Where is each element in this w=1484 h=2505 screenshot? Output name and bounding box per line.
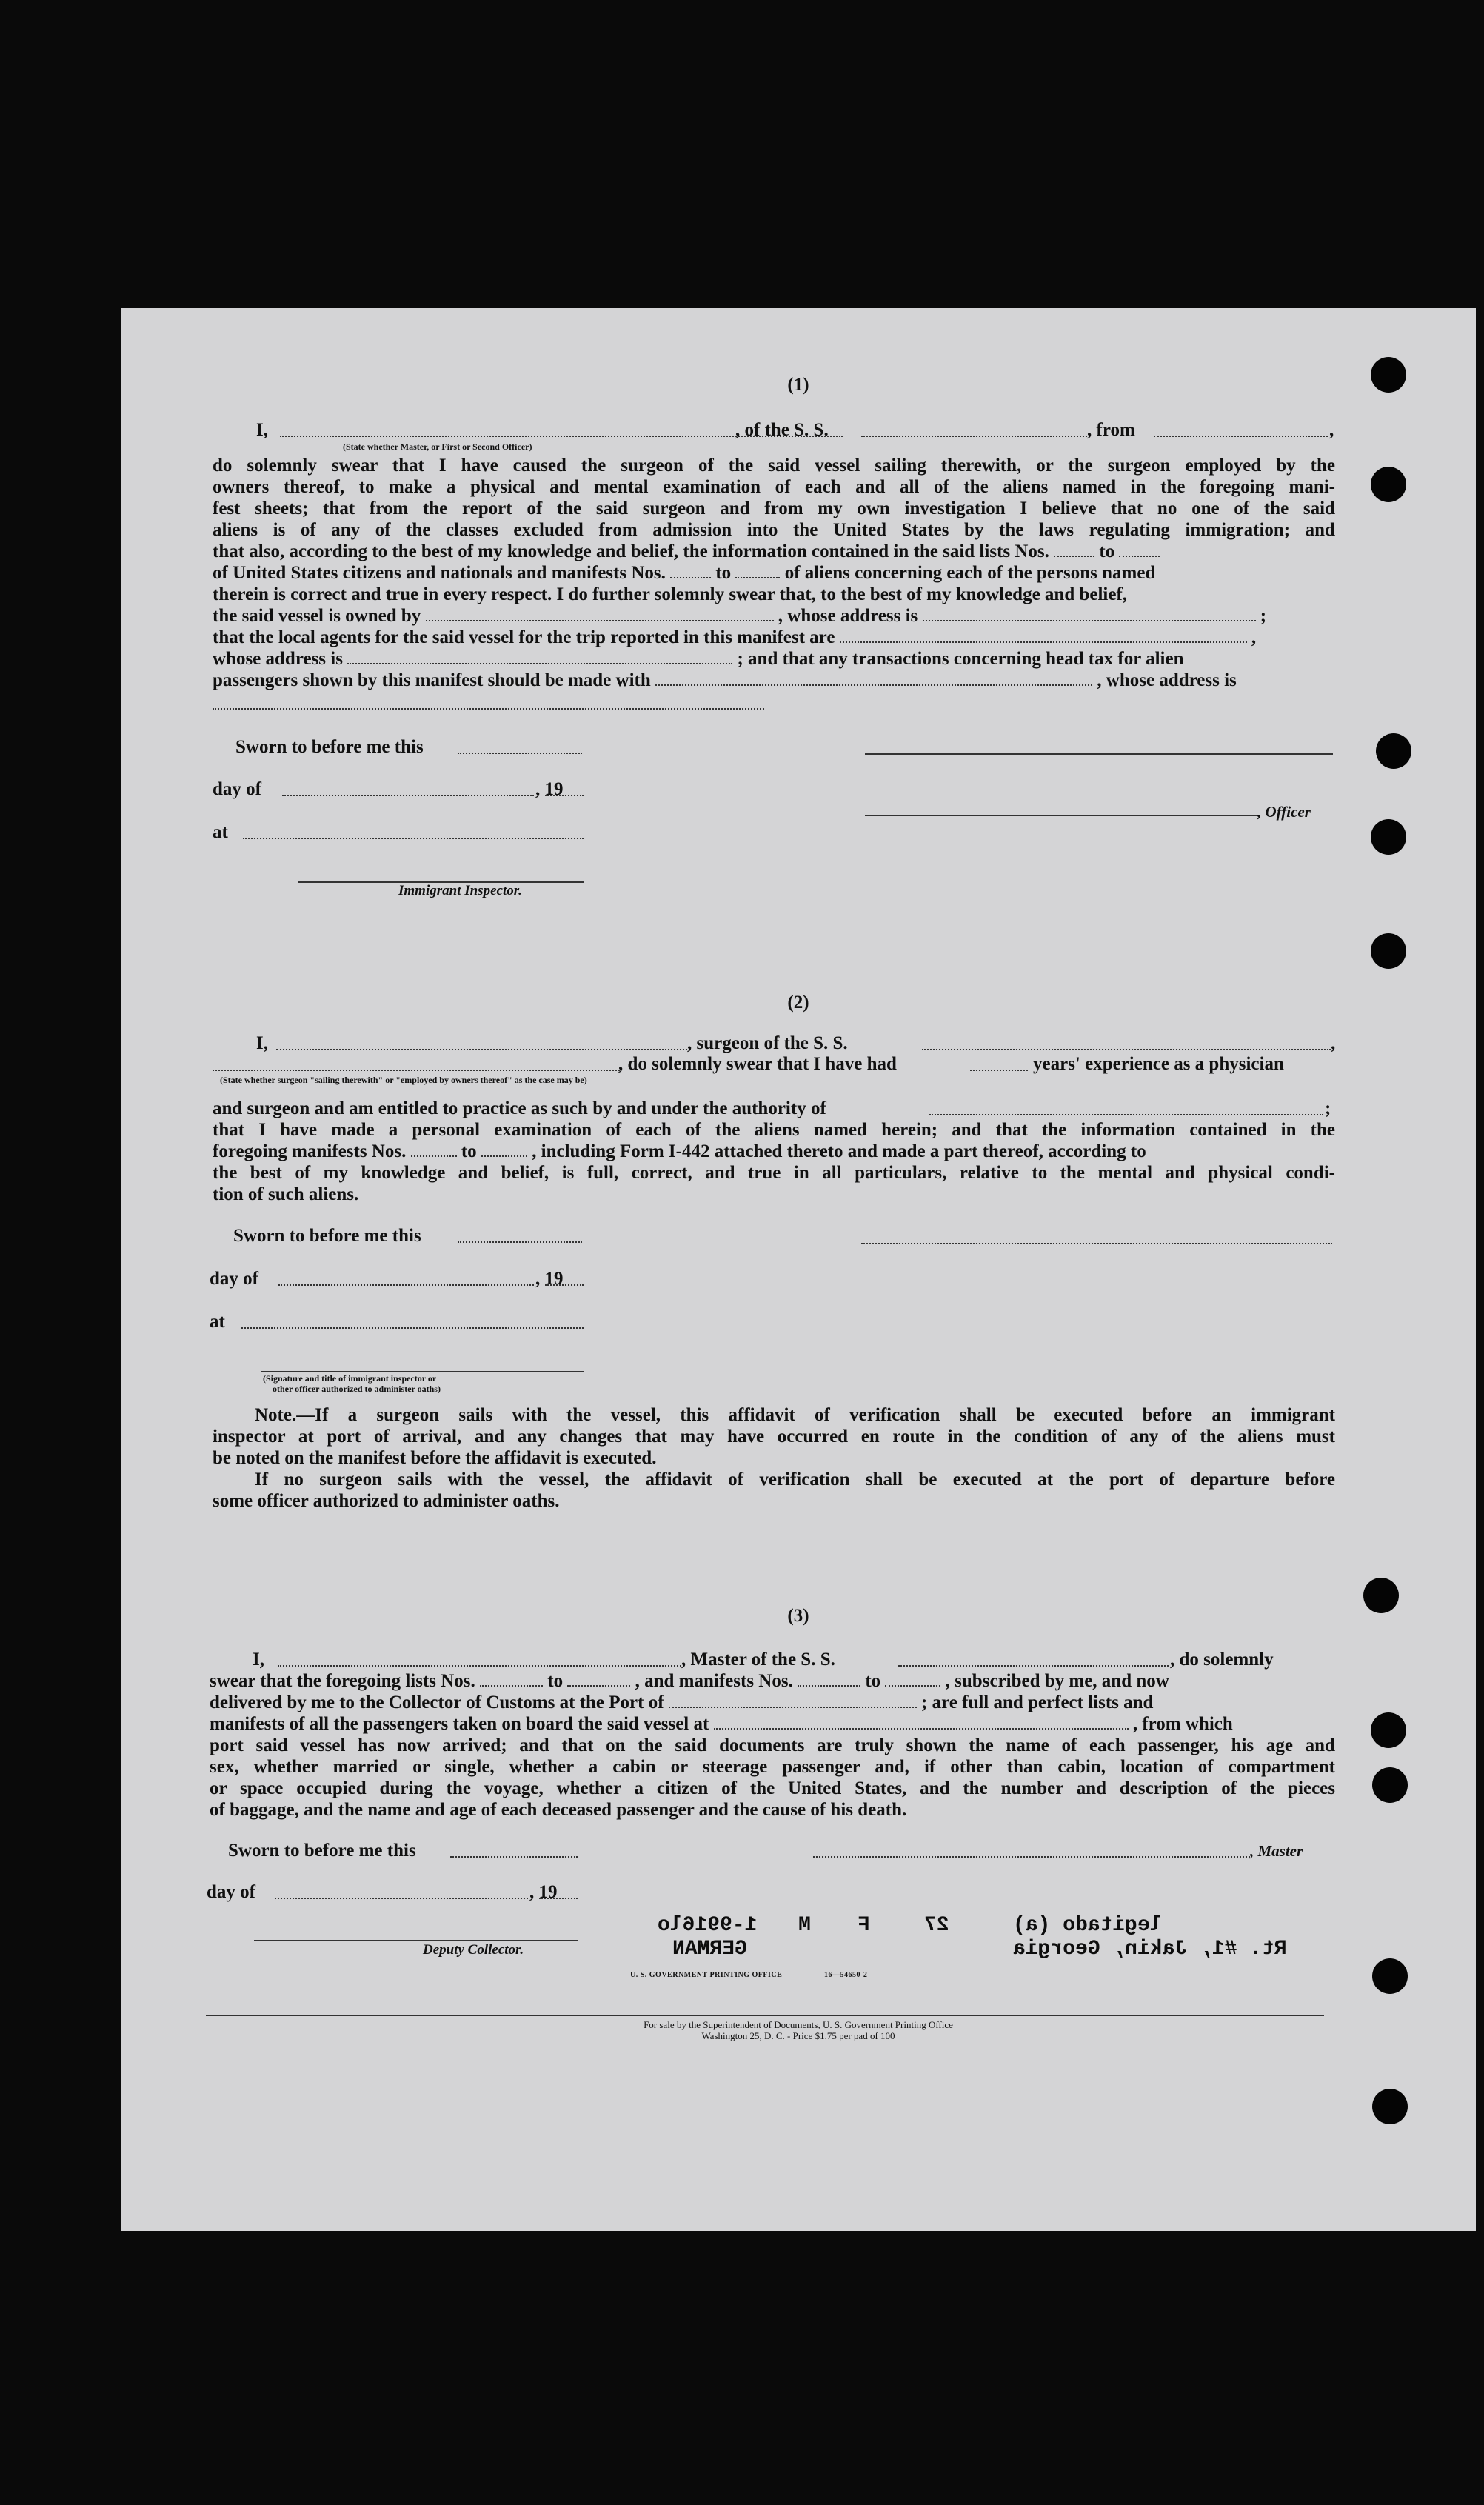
stamp-age: 27 [924,1914,949,1937]
s1-comma: , [1329,420,1334,440]
punch-hole [1371,467,1406,502]
s3-year-label: , 19 [529,1882,558,1902]
s1-line-4: aliens is of any of the classes excluded from admission into the United States by the laws regulating immigration; and [213,520,1335,540]
s1-vessel-field[interactable] [861,436,1087,437]
s2-note-1: Note.—If a surgeon sails with the vessel, this affidavit of verification shall be executed before an immigrant [255,1405,1335,1425]
s2-sworn-day-field[interactable] [458,1241,582,1243]
s1-owner-row [213,605,1266,627]
s1-inspector-label: Immigrant Inspector. [398,883,522,898]
s2-note-2: inspector at port of arrival, and any changes that may have occurred en route in the condition of any of the aliens must [213,1427,1335,1447]
s2-surgeon-name-field[interactable] [276,1049,687,1050]
s1-year-field[interactable] [545,795,584,796]
s1-lists-from-field[interactable] [1054,542,1094,557]
s1-manifests-from-field[interactable] [670,564,711,578]
s3-sworn-label: Sworn to before me this [228,1841,416,1861]
s3-day-of-label: day of [207,1882,255,1902]
s2-vessel-field[interactable] [922,1049,1331,1050]
s1-line-9: that the local agents for the said vessel for the trip reported in this manifest are [213,627,835,647]
s3-master-name-field[interactable] [278,1665,681,1667]
s1-whose-address-label-2: , whose address is [1097,670,1237,690]
s2-to-label: to [461,1141,477,1161]
s1-agents-field[interactable] [840,628,1247,643]
s1-agents-row [213,627,1256,648]
s2-years-text: years' experience as a physician [1033,1054,1284,1074]
s1-agents-address-field[interactable] [347,650,732,664]
s3-do-solemnly-label: , do solemnly [1170,1650,1274,1670]
s2-sworn-label: Sworn to before me this [233,1226,421,1246]
s2-foregoing-label: foregoing manifests Nos. [213,1141,407,1161]
punch-hole [1371,819,1406,855]
s2-exam-text: that I have made a personal examination of each of the aliens named herein; and that the information contained in the [213,1120,1335,1140]
section-1-number: (1) [787,375,809,395]
s3-line-2: delivered by me to the Collector of Customs at the Port of [210,1692,664,1712]
s1-officer-caption: (State whether Master, or First or Second Officer) [343,441,532,452]
s3-line-3: manifests of all the passengers taken on board the said vessel at [210,1714,709,1734]
s2-including-text: , including Form I-442 attached thereto and made a part thereof, according to [532,1141,1146,1161]
s1-i-label: I, [256,420,268,440]
s1-sworn-day-field[interactable] [458,753,582,754]
stamp-address: Rt. #1, Jakin, Georgia [1013,1938,1287,1961]
s1-officer-title-line[interactable] [865,815,1257,816]
s2-surgeon-signature-line[interactable] [861,1243,1332,1244]
s1-officer-signature-line[interactable] [865,753,1333,755]
s2-day-of-label: day of [210,1269,258,1289]
punch-hole [1372,1767,1408,1803]
punch-hole [1371,1712,1406,1748]
s1-owner-address-field[interactable] [923,607,1256,621]
s1-line-3: fest sheets; that from the report of the said surgeon and from my own investigation I believe that no one of the said [213,498,1335,518]
s1-head-tax-text: ; and that any transactions concerning head tax for alien [737,649,1184,669]
s1-to-label: to [1099,541,1115,561]
stamp-nationality: GERMAN [672,1938,747,1961]
s1-manifests-to-field[interactable] [735,564,780,578]
punch-hole [1376,733,1411,769]
s3-oath-text [210,1735,1335,1799]
s2-manifests-to-field[interactable] [481,1142,527,1157]
s3-to-label-2: to [865,1671,881,1691]
s1-officer-label: , Officer [1257,803,1311,821]
s2-inspector-signature-line[interactable] [261,1371,584,1372]
s1-oath-text [213,455,1335,541]
s2-sig-caption-1: (Signature and title of immigrant inspector or [263,1373,437,1384]
manifest-form-sheet [121,308,1476,2231]
s3-day-of-field[interactable] [275,1898,528,1899]
s3-deputy-label: Deputy Collector. [423,1942,524,1958]
s3-sworn-day-field[interactable] [450,1856,578,1858]
s3-line-6: or space occupied during the voyage, whether a citizen of the United States, and the number and description of the pieces [210,1778,1335,1798]
s2-year-field[interactable] [545,1284,584,1286]
footer-line-2: Washington 25, D. C. - Price $1.75 per pad of 100 [701,2030,895,2041]
punch-hole [1372,2089,1408,2124]
s1-day-of-label: day of [213,779,261,799]
s2-note-3: be noted on the manifest before the affidavit is executed. [213,1448,657,1468]
s1-line-10: whose address is [213,649,343,669]
s3-lists-from-field[interactable] [480,1672,543,1687]
footer-rule [206,2015,1324,2016]
s1-line-5: that also, according to the best of my knowledge and belief, the information contained in the said lists Nos. [213,541,1049,561]
s3-line-4: port said vessel has now arrived; and that on the said documents are truly shown the name of each passenger, his age and [210,1735,1335,1755]
gpo-imprint: U. S. GOVERNMENT PRINTING OFFICE [630,1971,783,1979]
s1-line-7: therein is correct and true in every respect. I do further solemnly swear that, to the best of my knowledge and belief, [213,584,1128,604]
s2-note-5: some officer authorized to administer oaths. [213,1491,560,1511]
s1-at-field[interactable] [243,838,584,839]
s1-headtax-row [213,670,1237,691]
s2-authority-text: and surgeon and am entitled to practice as such by and under the authority of [213,1098,826,1118]
s1-address-row [213,648,1184,670]
s2-best-text: the best of my knowledge and belief, is full, correct, and true in all particulars, relative to the mental and physical condi- [213,1163,1335,1183]
s3-year-field[interactable] [539,1898,578,1899]
s2-swear-text: , do solemnly swear that I have had [618,1054,897,1074]
s2-note [213,1404,1335,1447]
s1-of-ss-label: , of the S. S. [735,420,829,440]
s2-foregoing-row [213,1141,1146,1162]
s1-semicolon: ; [1260,606,1267,626]
s3-port-field[interactable] [669,1693,917,1708]
s3-manifests-to-field[interactable] [885,1672,940,1687]
s2-i-label: I, [256,1033,268,1053]
s2-tion-text: tion of such aliens. [213,1184,359,1204]
s1-line-8: the said vessel is owned by [213,606,421,626]
s3-i-label: I, [253,1650,264,1670]
s2-caption: (State whether surgeon "sailing therewith" or "employed by owners thereof" as the case may be) [220,1075,587,1085]
s3-full-lists-text: ; are full and perfect lists and [921,1692,1154,1712]
s1-comma-2: , [1251,627,1257,647]
s2-comma: , [1331,1033,1336,1053]
s3-lists-row [210,1670,1169,1692]
s3-master-of-ss-label: , Master of the S. S. [681,1650,835,1670]
s3-master-signature-line[interactable] [813,1856,1250,1858]
s3-from-which-text: , from which [1132,1714,1233,1734]
s3-deputy-signature-line[interactable] [254,1940,578,1941]
s2-at-field[interactable] [241,1327,584,1329]
s3-to-label: to [547,1671,564,1691]
stamp-marital: M [798,1914,811,1937]
form-code: 16—54650-2 [824,1971,868,1979]
s2-note-4: If no surgeon sails with the vessel, the affidavit of verification shall be executed at the port of departure before [255,1470,1335,1490]
s2-surgeon-of-ss-label: , surgeon of the S. S. [687,1033,848,1053]
s3-master-label: , Master [1250,1842,1303,1860]
s3-manifests-from-field[interactable] [798,1672,860,1687]
s3-and-manifests-label: , and manifests Nos. [635,1671,793,1691]
section-3-number: (3) [787,1606,809,1626]
s1-from-label: , from [1087,420,1135,440]
s3-subscribed-text: , subscribed by me, and now [945,1671,1169,1691]
stamp-sex: F [858,1914,870,1937]
s1-whose-address-label: , whose address is [778,606,918,626]
s1-headtax-agent-field[interactable] [655,671,1092,686]
s3-port-row [210,1692,1153,1713]
s3-vessel-field[interactable] [898,1665,1169,1667]
punch-hole [1371,357,1406,393]
s2-semicolon: ; [1325,1098,1331,1118]
s1-owner-field[interactable] [426,607,774,621]
s2-surgeon-type-field[interactable] [213,1070,620,1071]
s1-sworn-label: Sworn to before me this [235,737,424,757]
s3-boarded-row [210,1713,1233,1735]
s2-sig-caption-2: other officer authorized to administer oaths) [273,1384,441,1394]
stamp-line-1-left: 1-9916lo [658,1914,758,1937]
s1-lists-to-field[interactable] [1119,542,1160,557]
s1-from-field[interactable] [1154,436,1328,437]
stamp-line-1-right: legitado (a) [1013,1914,1163,1937]
s1-line-6: of United States citizens and nationals and manifests Nos. [213,563,666,583]
s2-day-of-field[interactable] [278,1284,534,1286]
s1-line-2: owners thereof, to make a physical and mental examination of each and all of the aliens named in the foregoing mani- [213,477,1335,497]
section-2-number: (2) [787,993,809,1013]
punch-hole [1371,933,1406,969]
s3-boarding-port-field[interactable] [714,1715,1129,1730]
footer-line-1: For sale by the Superintendent of Documents, U. S. Government Printing Office [644,2019,953,2030]
s3-lists-to-field[interactable] [567,1672,630,1687]
s2-manifests-from-field[interactable] [411,1142,457,1157]
s3-line-1: swear that the foregoing lists Nos. [210,1671,475,1691]
s2-years-field[interactable] [970,1070,1028,1071]
s1-at-label: at [213,822,228,842]
s3-line-7: of baggage, and the name and age of each deceased passenger and the cause of his death. [210,1800,907,1820]
s1-day-of-field[interactable] [282,795,534,796]
s1-headtax-address-field[interactable] [213,708,764,710]
s1-line-5-row [213,541,1335,562]
s3-line-5: sex, whether married or single, whether a cabin or steerage passenger and, if other than cabin, location of compartment [210,1757,1335,1777]
punch-hole [1372,1958,1408,1994]
s2-at-label: at [210,1312,225,1332]
s2-year-label: , 19 [535,1269,564,1289]
s1-year-label: , 19 [535,779,564,799]
s2-authority-field[interactable] [929,1114,1323,1115]
punch-hole [1363,1578,1399,1613]
s1-line-1: do solemnly swear that I have caused the surgeon of the said vessel sailing therewith, or the surgeon employed by the [213,456,1335,476]
s1-line-11: passengers shown by this manifest should be made with [213,670,651,690]
s1-line-6-row [213,562,1155,584]
footer [121,2019,1476,2041]
s1-of-aliens-text: of aliens concerning each of the persons named [784,563,1156,583]
s1-to-label-2: to [715,563,732,583]
